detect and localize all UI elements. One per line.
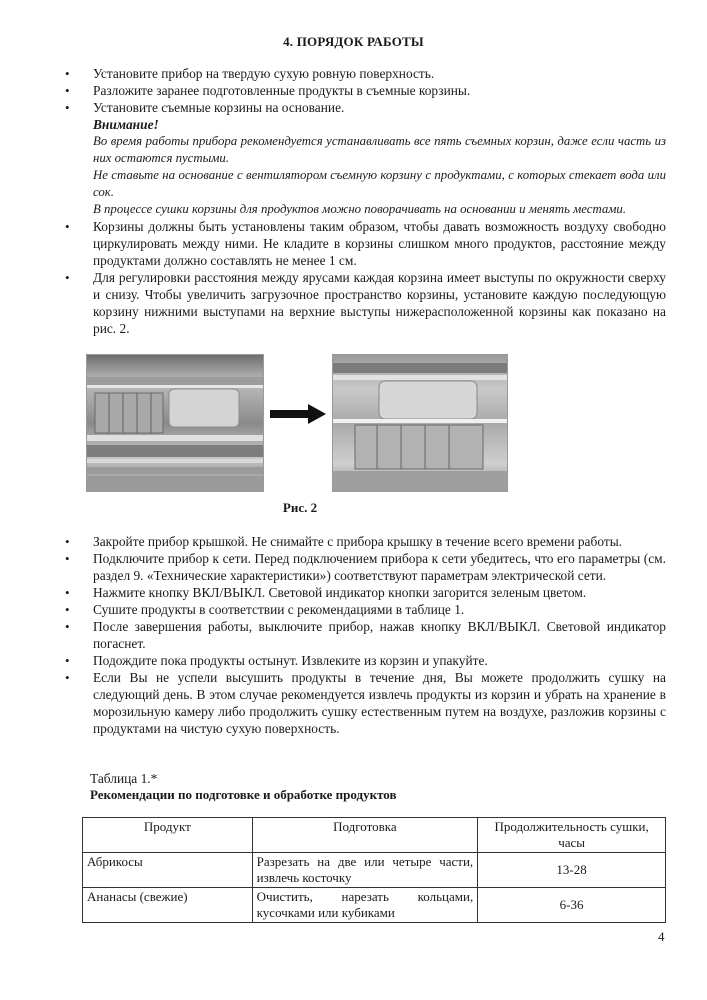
list-item: • Закройте прибор крышкой. Не снимайте с прибора крышку в течение всего времени работы. (65, 534, 623, 549)
bullet-icon: • (65, 670, 70, 685)
table-cell-preparation: Разрезать на две или четыре части, извлечь косточку (252, 853, 478, 888)
list-item: • Разложите заранее подготовленные продукты в съемные корзины. (65, 83, 471, 98)
bullet-icon: • (65, 270, 70, 285)
list-item: • После завершения работы, выключите прибор, нажав кнопку ВКЛ/ВЫКЛ. Световой индикатор погаснет. (65, 619, 666, 651)
table-cell-duration: 13-28 (478, 853, 666, 888)
page-number: 4 (658, 929, 665, 944)
table-cell-duration: 6-36 (478, 888, 666, 923)
table-title: Рекомендации по подготовке и обработке продуктов (90, 787, 397, 802)
bullet-icon: • (65, 585, 70, 600)
bullet-icon: • (65, 653, 70, 668)
warning-title: Внимание! (93, 117, 159, 132)
bullet-icon: • (65, 551, 70, 566)
list-item: • Установите съемные корзины на основание. (65, 100, 345, 115)
bullet-icon: • (65, 534, 70, 549)
table-cell-preparation: Очистить, нарезать кольцами, кусочками или кубиками (252, 888, 478, 923)
table-caption: Таблица 1.* (90, 771, 158, 786)
recommendations-table (82, 817, 666, 923)
bullet-icon: • (65, 602, 70, 617)
bullet-icon: • (65, 619, 70, 634)
list-item: • Нажмите кнопку ВКЛ/ВЫКЛ. Световой индикатор кнопки загорится зеленым цветом. (65, 585, 587, 600)
warning-text: Во время работы прибора рекомендуется устанавливать все пять съемных корзин, даже если часть из них остаются пустыми. (93, 134, 666, 165)
instruction-list-1 (62, 65, 666, 337)
table-cell-product: Абрикосы (83, 853, 253, 888)
table-row (83, 888, 666, 923)
table-row (83, 853, 666, 888)
warning-text: Не ставьте на основание с вентилятором съемную корзину с продуктами, с которых стекает вода или сок. (93, 168, 666, 199)
bullet-icon: • (65, 83, 70, 98)
list-item: • Если Вы не успели высушить продукты в течение дня, Вы можете продолжить сушку на следующий день. В этом случае рекомендуется извлечь продукты из корзин и убрать на хранение в морозильную камеру либо продолжить сушку естественным путем на воздухе, разложив корзины с продуктами на чистую сухую поверхность. (65, 670, 666, 736)
bullet-icon: • (65, 219, 70, 234)
instruction-list-2 (62, 533, 666, 737)
figure-2 (86, 354, 666, 494)
bullet-icon: • (65, 100, 70, 115)
table-cell-product: Ананасы (свежие) (83, 888, 253, 923)
table-header-row (83, 818, 666, 853)
list-item: • Корзины должны быть установлены таким образом, чтобы давать возможность воздуху свободно циркулировать между ними. Не кладите в корзины слишком много продуктов, расстояние между продуктами должно составлять не менее 1 см. (65, 219, 666, 268)
warning-text: В процессе сушки корзины для продуктов можно поворачивать на основании и менять местами. (93, 202, 627, 216)
basket-photo-after (332, 354, 508, 492)
list-item: • Сушите продукты в соответствии с рекомендациями в таблице 1. (65, 602, 465, 617)
basket-photo-before (86, 354, 264, 492)
table-header-cell: Продукт (83, 818, 253, 853)
table-header-cell: Подготовка (252, 818, 478, 853)
bullet-icon: • (65, 66, 70, 81)
list-item: • Подождите пока продукты остынут. Извлеките из корзин и упакуйте. (65, 653, 488, 668)
list-item: • Для регулировки расстояния между ярусами каждая корзина имеет выступы по окружности сверху и снизу. Чтобы увеличить загрузочное пространство корзины, установите каждую последующую корзину нижними выступами на верхние выступы нижерасположенной корзины как показано на рис. 2. (65, 270, 666, 336)
figure-caption: Рис. 2 (282, 500, 318, 515)
list-item: • Установите прибор на твердую сухую ровную поверхность. (65, 66, 435, 81)
table-header-cell: Продолжительность сушки, часы (478, 818, 666, 853)
section-title: 4. ПОРЯДОК РАБОТЫ (283, 34, 424, 49)
arrow-right-icon (270, 404, 326, 428)
list-item: • Подключите прибор к сети. Перед подключением прибора к сети убедитесь, что его параметры (см. раздел 9. «Технические характеристики») соответствуют параметрам электрической сети. (65, 551, 666, 583)
